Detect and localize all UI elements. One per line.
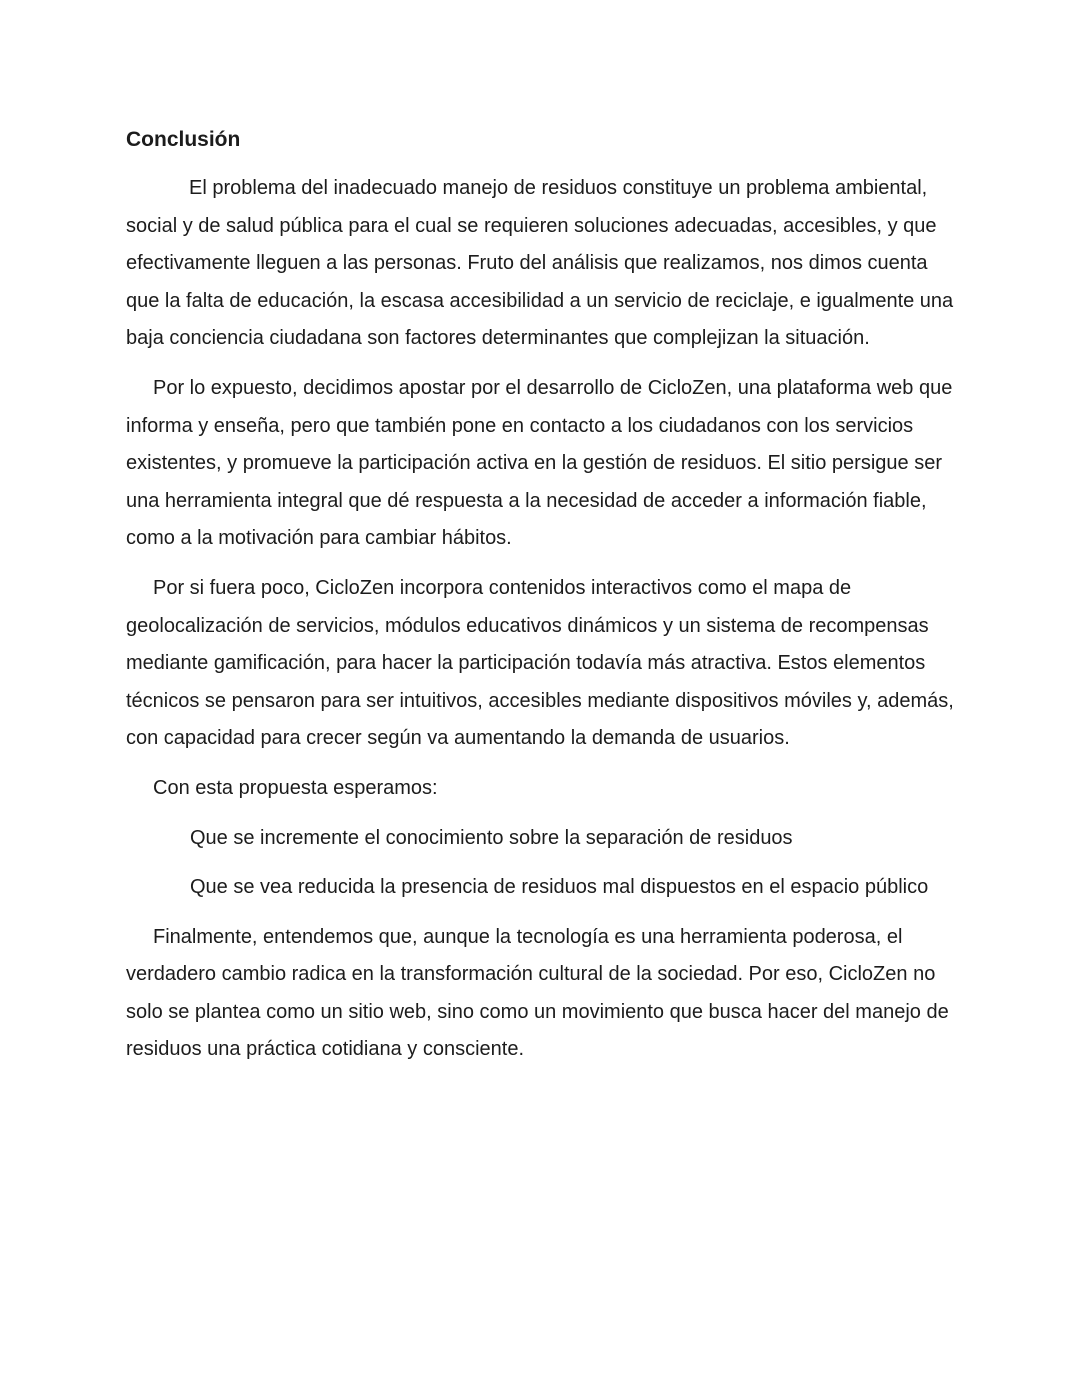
paragraph-expectations-lead: Con esta propuesta esperamos: bbox=[153, 776, 438, 799]
paragraph-interactive-features: Por si fuera poco, CicloZen incorpora contenidos interactivos como el mapa de geolocalización de servicios, módulos educativos dinámicos y un sistema de recompensas mediante gamificación, para hacer la participación todavía más atractiva. Estos elementos técnicos se pensaron para ser intuitivos, accesibles mediante dispositivos móviles y, además, con capacidad para crecer según va aumentando la demanda de usuarios. bbox=[126, 576, 954, 750]
paragraph-conclusion-final: Finalmente, entendemos que, aunque la tecnología es una herramienta poderosa, el verdadero cambio radica en la transformación cultural de la sociedad. Por eso, CicloZen no solo se plantea como un sitio web, sino como un movimiento que busca hacer del manejo de residuos una práctica cotidiana y consciente. bbox=[126, 925, 949, 1061]
paragraph-cyclozen-platform: Por lo expuesto, decidimos apostar por el desarrollo de CicloZen, una plataforma web que informa y enseña, pero que también pone en contacto a los ciudadanos con los servicios existentes, y promueve la participación activa en la gestión de residuos. El sitio persigue ser una herramienta integral que dé respuesta a la necesidad de acceder a información fiable, como a la motivación para cambiar hábitos. bbox=[126, 376, 953, 550]
paragraph-intro: El problema del inadecuado manejo de residuos constituye un problema ambiental, social y de salud pública para el cual se requieren soluciones adecuadas, accesibles, y que efectivamente lleguen a las personas. Fruto del análisis que realizamos, nos dimos cuenta que la falta de educación, la escasa accesibilidad a un servicio de reciclaje, e igualmente una baja conciencia ciudadana son factores determinantes que complejizan la situación. bbox=[126, 177, 954, 350]
list-item-waste-reduction: Que se vea reducida la presencia de residuos mal dispuestos en el espacio público bbox=[190, 876, 929, 899]
page-title: Conclusión bbox=[126, 128, 241, 151]
list-item-knowledge: Que se incremente el conocimiento sobre la separación de residuos bbox=[190, 826, 793, 849]
